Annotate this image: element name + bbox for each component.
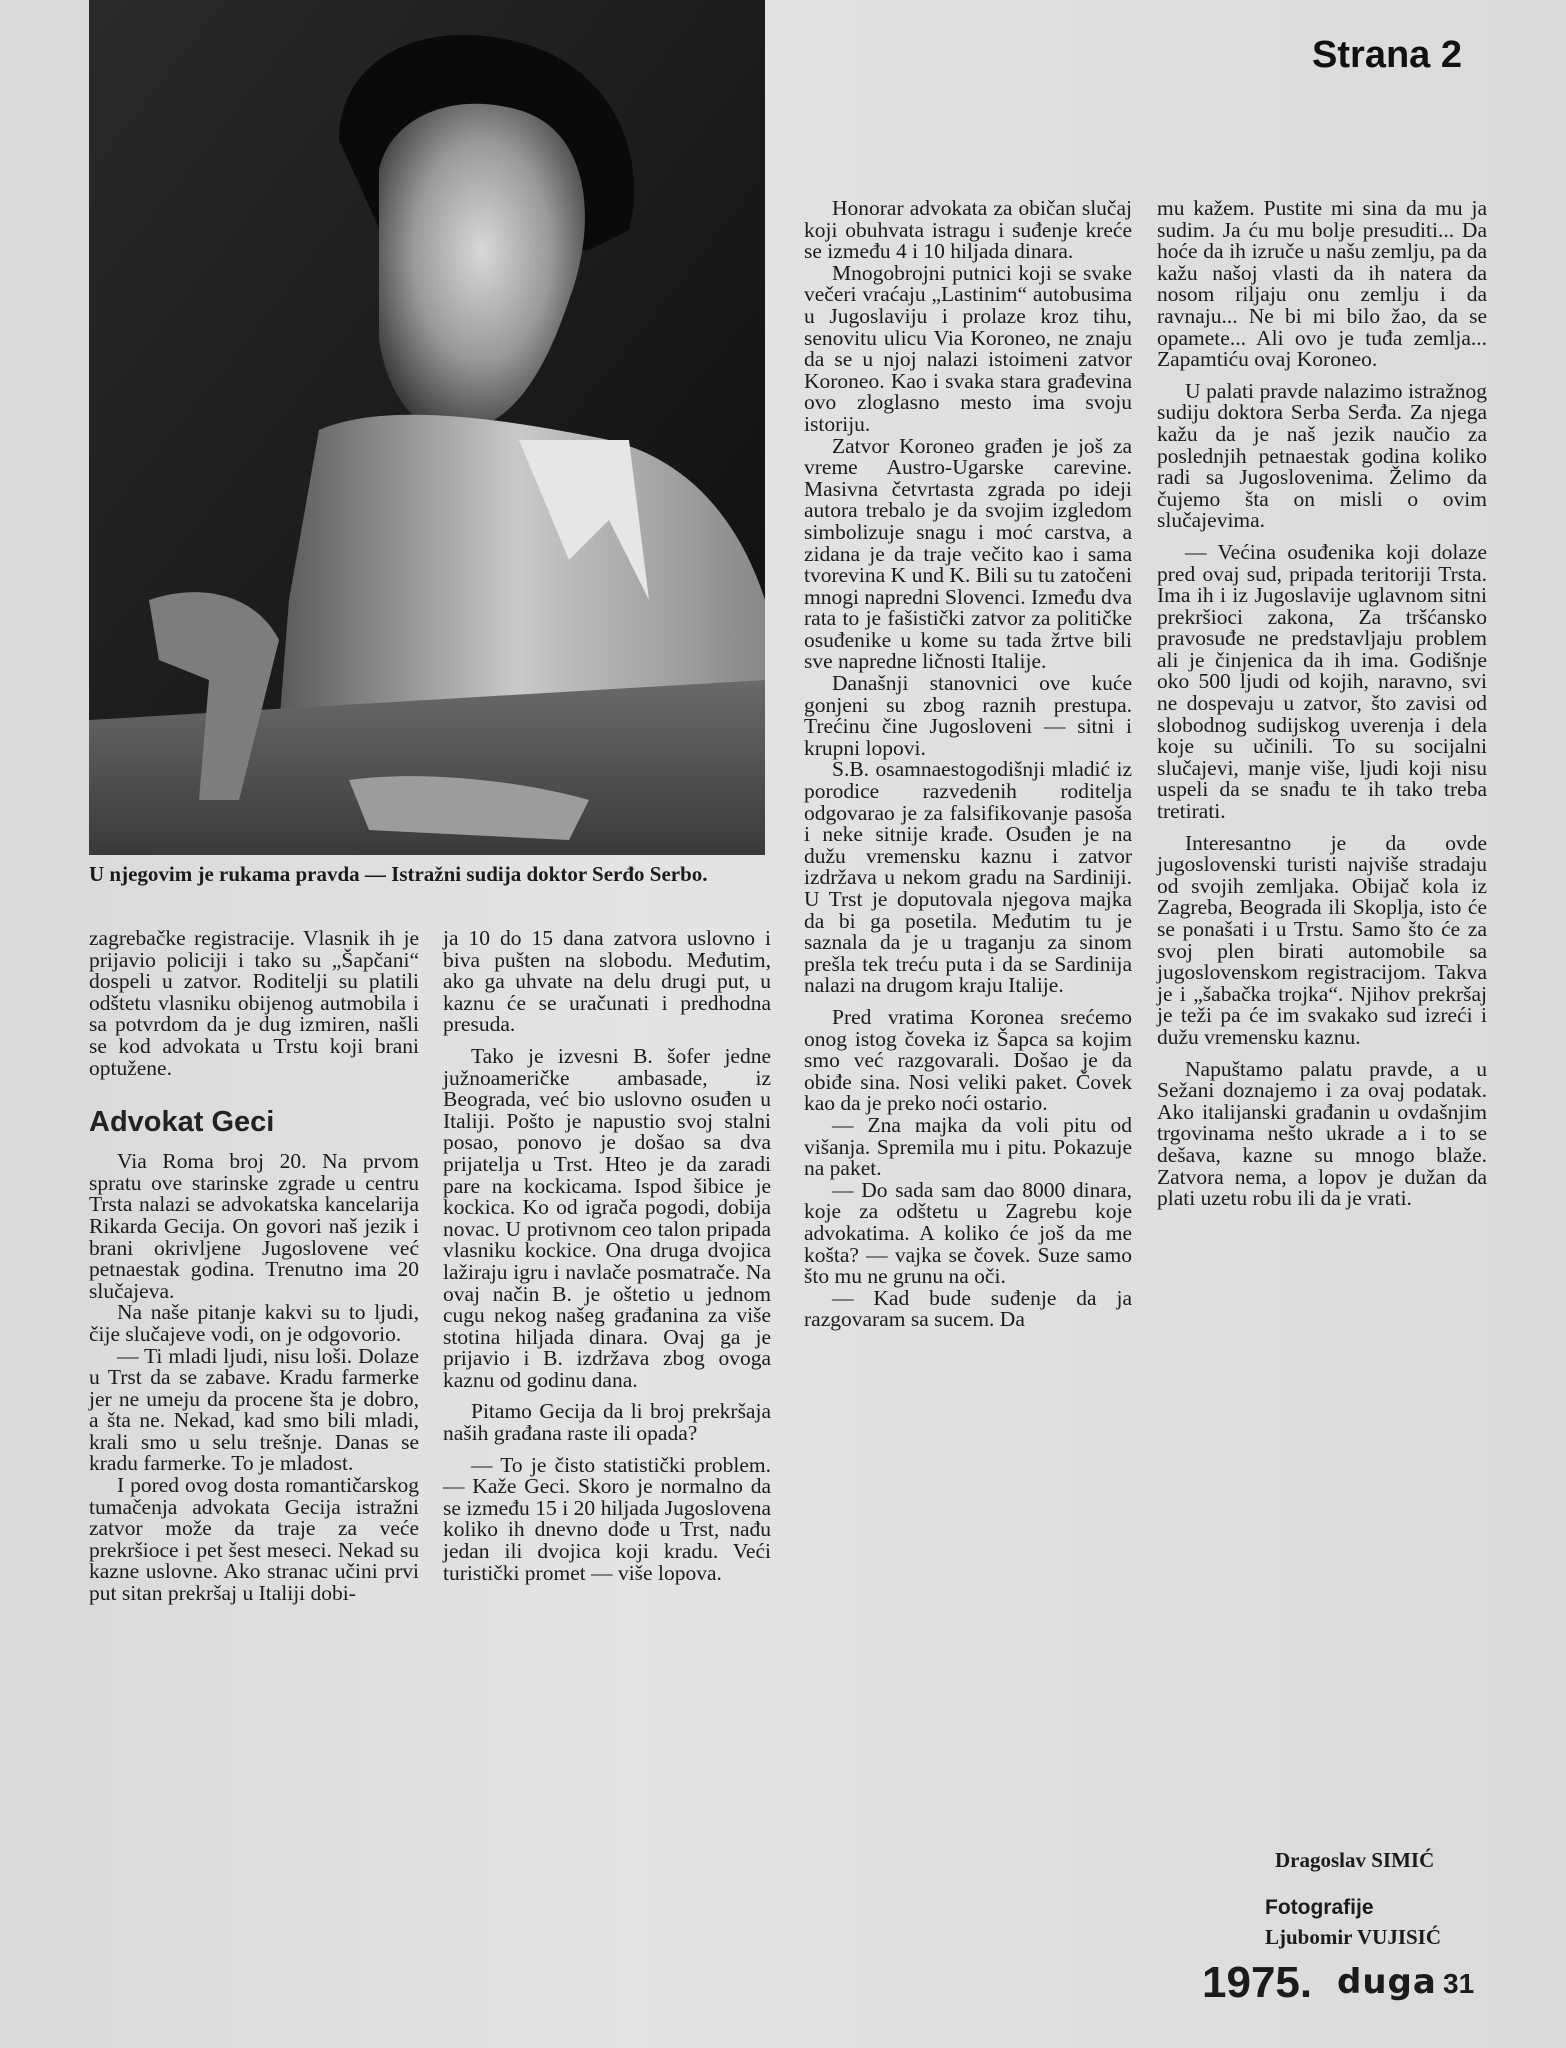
photo-credit-label: Fotografije (1265, 1896, 1374, 1919)
paragraph: — Ti mladi ljudi, nisu loši. Dolaze u Trst da se zabave. Kradu farmerke jer ne umeju da procene šta je dobro, a šta ne. Nekad, kad smo bili mladi, krali smo u selu trešnje. Danas se kradu farmerke. To je mladost. (89, 1343, 419, 1476)
paragraph: Pred vratima Koroneа srećemo onog istog čoveka iz Šapca sa kojim smo već razgovarali. Došao je da obiđe sina. Nosi veliki paket. Čovek kao da je preko noći ostario. (804, 1004, 1132, 1116)
paragraph: — To je čisto statistički problem. — Kaže Geci. Skoro je normalno da se između 15 i 20 hiljada Jugoslovena koliko ih dnevno dođe u Trst, nađu jedan ili dvojica koji kradu. Veći turistički promet — više lopova. (443, 1452, 771, 1585)
article-column-2 (443, 928, 771, 1584)
magazine-page-number: 31 (1443, 1968, 1475, 1999)
page-label: Strana 2 (1312, 34, 1462, 76)
paragraph: I pored ovog dosta romantičarskog tumačenja advokata Gecija istražni zatvor može da traje za veće prekršioce i pet šest meseci. Nekad su kazne uslovne. Ako stranac učini prvi put sitan prekršaj u Italiji dobi- (89, 1473, 419, 1606)
subheading: Advokat Geci (89, 1106, 275, 1139)
issue-year: 1975. (1202, 1958, 1313, 2007)
paragraph: — Kad bude suđenje da ja razgovaram sa sucem. Da (804, 1285, 1132, 1332)
article-column-1 (89, 928, 419, 1605)
paragraph: zagrebačke registracije. Vlasnik ih je prijavio policiji i tako su „Šapčani“ dospeli u zatvor. Roditelji su platili odštetu vlasniku obijenog autmobila i sa potvrdom da je dug izmiren, našli se kod advokata u Trstu koji brani optužene. (89, 926, 419, 1080)
paragraph: mu kažem. Pustite mi sina da mu ja sudim. Ja ću mu bolje presuditi... Da hoće da ih izruče u našu zemlju, pa da kažu našoj vlasti da ih natera da nosom riljaju onu zemlju i da ravnaju... Ne bi mi bilo žao, da se opamete... Ali ovo je tuđa zemlja... Zapamtiću ovaj Koroneo. (1157, 196, 1487, 372)
photo-caption: U njegovim je rukama pravda — Istražni sudija doktor Serđo Serbo. (89, 862, 708, 886)
paragraph: Interesantno je da ovde jugoslovenski turisti najviše stradaju od svojih zemljaka. Obijač kola iz Zagreba, Beograda ili Skoplja, isto će se ponašati i u Trstu. Samo što će za svoj plen birati automobile sa jugoslovenskom registracijom. Takva je i „šabačka trojka“. Njihov prekršaj je teži pa će im svakako sud izreći i dužu vremensku kaznu. (1157, 830, 1487, 1049)
photographer-name: Ljubomir VUJISIĆ (1265, 1925, 1442, 1949)
paragraph: — Do sada sam dao 8000 dinara, koje za odštetu u Zagrebu koje advokatima. A koliko će još da me košta? — vajka se čovek. Suze samo što mu ne grunu na oči. (804, 1177, 1132, 1289)
paragraph: Zatvor Koroneo građen je još za vreme Austro-Ugarske carevine. Masivna četvrtasta zgrada po ideji autora trebalo je da svojim izgledom simbolizuje snagu i moć carstva, a zidana je da traje večito kao i sama tvorevina K und K. Bili su tu zatočeni mnogi napredni Slovenci. Između dva rata to je fašistički zatvor za političke osuđenike u kome su tada žrtve bili sve napredne ličnosti Italije. (804, 433, 1132, 674)
article-column-4 (1157, 198, 1487, 1210)
paragraph: — Većina osuđenika koji dolaze pred ovaj sud, pripada teritoriji Trsta. Ima ih i iz Jugoslavije uglavnom sitni prekršioci zakona, Za tršćansko pravosuđe ne predstavljaju problem ali je činjenica da ih ima. Godišnje oko 500 ljudi od kojih, naravno, svi ne dospevaju u zatvor, što zavisi od slobodnog sudijskog uverenja i dela koje su učinili. To su socijalni slučajevi, manje više, ljudi koji nisu uspeli da se snađu te ih tako treba tretirati. (1157, 539, 1487, 824)
portrait-photo-icon (89, 0, 765, 855)
paragraph: — Zna majka da voli pitu od višanja. Spremila mu i pitu. Pokazuje na paket. (804, 1112, 1132, 1181)
magazine-name: duga (1337, 1962, 1437, 2002)
paragraph: Mnogobrojni putnici koji se svake večeri vraćaju „Lastinim“ autobusima u Jugoslaviju i prolaze kroz tihu, senovitu ulicu Via Koroneo, ne znaju da se u njoj nalazi istoimeni zatvor Koroneo. Kao i svaka stara građevina ovo zloglasno mesto ima svoju istoriju. (804, 260, 1132, 436)
paragraph: Pitamo Gecija da li broj prekršaja naših građana raste ili opada? (443, 1399, 771, 1446)
portrait-photo (89, 0, 765, 855)
paragraph: ja 10 do 15 dana zatvora uslovno i biva pušten na slobodu. Međutim, ako ga uhvate na delu drugi put, u kaznu će se uračunati i predhodna presuda. (443, 926, 771, 1037)
article-column-3 (804, 198, 1132, 1331)
paragraph: S.B. osamnaestogodišnji mladić iz porodice razvedenih roditelja odgovarao je za falsifikovanje pasoša i neke sitnije krađe. Osuđen je na dužu vremensku kaznu i zatvor izdržava u nekom gradu na Sardiniji. U Trst je doputovala njegova majka da bi ga posetila. Međutim tu je saznala da je u traganju za sinom prešla tek treću puta i da se Sardinija nalazi na drugom kraju Italije. (804, 757, 1132, 998)
paragraph: U palati pravde nalazimo istražnog sudiju doktora Serba Serđa. Za njega kažu da je naš jezik naučio za poslednjih petnaestak godina koliko radi sa Jugoslovenima. Želimo da čujemo šta on misli o ovim slučajevima. (1157, 378, 1487, 533)
paragraph: Na naše pitanje kakvi su to ljudi, čije slučajeve vodi, on je odgovorio. (89, 1300, 419, 1346)
paragraph: Današnji stanovnici ove kuće gonjeni su zbog raznih prestupa. Trećinu čine Jugosloveni — sitni i krupni lopovi. (804, 671, 1132, 760)
author-byline: Dragoslav SIMIĆ (1275, 1848, 1435, 1872)
paragraph: Via Roma broj 20. Na prvom spratu ove starinske zgrade u centru Trsta nalazi se advokatska kancelarija Rikarda Gecija. On govori naš jezik i brani okrivljene Jugoslovene već petnaestak godina. Trenutno ima 20 slučajeva. (89, 1149, 419, 1303)
paragraph: Napuštamo palatu pravde, a u Sežani doznajemo i za ovaj podatak. Ako italijanski građanin u ovdašnjim trgovinama nešto ukrade a i to se dešava, kazne su mnogo blaže. Zatvora nema, a lopov je dužan da plati uzetu robu ili da je vrati. (1157, 1056, 1487, 1211)
paragraph: Honorar advokata za običan slučaj koji obuhvata istragu i suđenje kreće se između 4 i 10 hiljada dinara. (804, 196, 1132, 264)
paragraph: Tako je izvesni B. šofer jedne južnoameričke ambasade, iz Beograda, već bio uslovno osuđen u Italiji. Pošto je napustio svoj stalni posao, ponovo je došao sa dva prijatelja u Trst. Hteo je da zaradi pare na kockicama. Ispod šibice je kockica. Ko od igrača pogodi, dobija novac. U protivnom ceo talon pripada vlasniku kockice. Ona druga dvojica lažiraju igru i navlače posmatrače. Na ovaj način B. je oštetio u jednom cugu nekog našeg građanina za više stotina hiljada dinara. Ovaj ga je prijavio i B. izdržava zbog ovoga kaznu od godinu dana. (443, 1043, 771, 1392)
